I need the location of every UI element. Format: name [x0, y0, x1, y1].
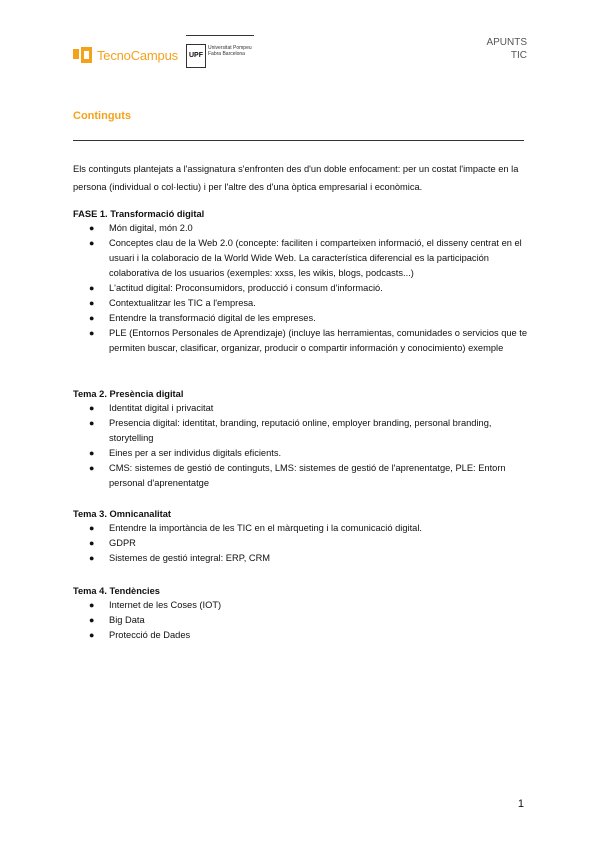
list-item: ● Món digital, món 2.0 [73, 221, 533, 236]
bullet-icon: ● [89, 448, 95, 458]
bullet-icon: ● [89, 538, 95, 548]
intro-paragraph: Els continguts plantejats a l'assignatura s'enfronten des d'un doble enfocament: per un costat l'impacte en la persona (individual o col·lectiu) i per l'altre des d'una òptica empresarial i econòmica. [73, 164, 519, 192]
list-item: ● Internet de les Coses (IOT) [73, 598, 533, 613]
bullet-icon: ● [89, 328, 95, 338]
bullet-icon: ● [89, 283, 95, 293]
section-heading: Tema 3. Omnicanalitat [73, 509, 171, 519]
bullet-icon: ● [89, 223, 95, 233]
list-item: ● Big Data [73, 613, 533, 628]
list-item: ● Conceptes clau de la Web 2.0 (concepte: faciliten i comparteixen informació, el disseny centrat en el usuari i la colaboracio de la World Wide Web. La característica diferencial es la participación colaborativa de los usuarios (exemples: xxss, les wikis, blogs, podcasts...) [89, 238, 522, 278]
header-line-tic: TIC [510, 50, 527, 61]
section-heading: Tema 4. Tendències [73, 586, 160, 596]
bullet-icon: ● [89, 403, 95, 413]
section-tema-4 [73, 584, 533, 643]
bullet-icon: ● [89, 553, 95, 563]
header-course-label [486, 36, 527, 62]
header-line-apunts: APUNTS [486, 37, 527, 48]
section-fase-1 [73, 207, 533, 356]
list-item: ● Presencia digital: identitat, branding, reputació online, employer branding, personal branding, storytelling [89, 418, 492, 443]
bullet-icon: ● [89, 615, 95, 625]
list-item: ● L'actitud digital: Proconsumidors, producció i consum d'informació. [73, 281, 533, 296]
bullet-icon: ● [89, 463, 95, 473]
section-tema-3 [73, 507, 533, 566]
section-heading: FASE 1. Transformació digital [73, 209, 205, 219]
section-list [73, 598, 533, 643]
upf-logo [186, 35, 256, 73]
bullet-icon: ● [89, 418, 95, 428]
list-item: ● Eines per a ser individus digitals eficients. [73, 446, 533, 461]
list-item: ● Identitat digital i privacitat [73, 401, 533, 416]
list-item: ● GDPR [73, 536, 533, 551]
list-item: ● Entendre la importància de les TIC en el màrqueting i la comunicació digital. [73, 521, 533, 536]
upf-logo-caption: Universitat Pompeu Fabra Barcelona [208, 45, 252, 57]
page-number: 1 [517, 798, 524, 810]
section-heading: Tema 2. Presència digital [73, 389, 184, 399]
list-item: ● Contextualitzar les TIC a l'empresa. [73, 296, 533, 311]
list-item: ● PLE (Entornos Personales de Aprendizaje) (incluye las herramientas, comunidades o servicios que te permiten buscar, clasificar, organizar, producir o compartir información y conocimiento) exemple [89, 328, 528, 353]
bullet-icon: ● [89, 523, 95, 533]
bullet-icon: ● [89, 600, 95, 610]
bullet-icon: ● [89, 313, 95, 323]
title-divider [73, 140, 524, 141]
list-item: ● CMS: sistemes de gestió de continguts, LMS: sistemes de gestió de l'aprenentatge, PLE: Entorn personal d'aprenentatge [89, 463, 506, 488]
list-item: ● Entendre la transformació digital de les empreses. [73, 311, 533, 326]
page-title: Continguts [73, 110, 132, 122]
bullet-icon: ● [89, 630, 95, 640]
section-list [73, 221, 533, 356]
bullet-icon: ● [89, 298, 95, 308]
section-list [73, 521, 533, 566]
tecnocampus-logo-text: TecnoCampus [97, 47, 178, 63]
section-list [73, 401, 533, 491]
list-item: ● Sistemes de gestió integral: ERP, CRM [73, 551, 533, 566]
section-tema-2 [73, 387, 533, 491]
list-item: ● Protecció de Dades [73, 628, 533, 643]
tecnocampus-logo-icon [73, 47, 93, 63]
tecnocampus-logo [73, 47, 178, 63]
upf-logo-mark: UPF [186, 44, 206, 68]
bullet-icon: ● [89, 238, 95, 248]
